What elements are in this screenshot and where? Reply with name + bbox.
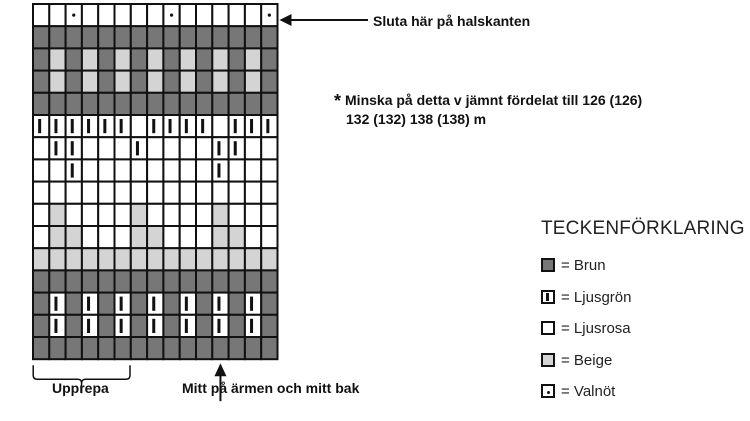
brown-stitch bbox=[115, 270, 131, 292]
brown-stitch bbox=[66, 71, 82, 93]
brown-stitch bbox=[245, 26, 261, 48]
brown-stitch bbox=[180, 26, 196, 48]
light-pink-stitch bbox=[196, 182, 212, 204]
light-pink-stitch bbox=[229, 4, 245, 26]
light-pink-stitch bbox=[115, 159, 131, 181]
legend-item-valnot bbox=[541, 381, 615, 401]
beige-stitch bbox=[212, 71, 228, 93]
beige-stitch bbox=[49, 204, 65, 226]
brown-stitch bbox=[131, 270, 147, 292]
beige-stitch bbox=[245, 71, 261, 93]
green-bar-mark bbox=[120, 119, 123, 133]
brown-stitch bbox=[98, 315, 114, 337]
light-pink-stitch bbox=[180, 226, 196, 248]
brown-stitch bbox=[229, 26, 245, 48]
brown-stitch bbox=[261, 293, 277, 315]
beige-stitch bbox=[180, 71, 196, 93]
green-bar-mark bbox=[152, 297, 155, 311]
brown-stitch bbox=[229, 93, 245, 115]
green-bar-mark bbox=[217, 163, 220, 177]
decrease-note bbox=[334, 91, 642, 128]
legend-item-ljusgron bbox=[541, 287, 631, 307]
legend-item-ljusrosa bbox=[541, 318, 631, 338]
brown-stitch bbox=[196, 71, 212, 93]
brown-stitch bbox=[163, 48, 179, 70]
green-bar-mark bbox=[250, 119, 253, 133]
brown-stitch bbox=[261, 270, 277, 292]
light-pink-stitch bbox=[245, 226, 261, 248]
light-pink-stitch bbox=[261, 226, 277, 248]
brown-stitch bbox=[163, 270, 179, 292]
brown-stitch bbox=[163, 337, 179, 359]
beige-stitch bbox=[49, 226, 65, 248]
light-pink-stitch bbox=[229, 204, 245, 226]
light-pink-stitch bbox=[212, 182, 228, 204]
brown-stitch bbox=[98, 71, 114, 93]
brown-stitch bbox=[115, 337, 131, 359]
beige-stitch bbox=[147, 248, 163, 270]
beige-stitch bbox=[229, 226, 245, 248]
brown-stitch bbox=[229, 315, 245, 337]
light-pink-stitch bbox=[180, 159, 196, 181]
green-bar-mark bbox=[120, 319, 123, 333]
decrease-note-line2: 132 (132) 138 (138) m bbox=[346, 111, 487, 127]
light-pink-stitch bbox=[33, 182, 49, 204]
legend-item-beige bbox=[541, 350, 612, 370]
light-pink-stitch bbox=[147, 4, 163, 26]
brown-stitch bbox=[196, 293, 212, 315]
brown-stitch bbox=[229, 71, 245, 93]
neck-stop-label: Sluta här på halskanten bbox=[373, 13, 531, 29]
brown-stitch bbox=[196, 93, 212, 115]
center-label: Mitt på ärmen och mitt bak bbox=[182, 380, 360, 396]
light-pink-stitch bbox=[131, 182, 147, 204]
brown-stitch bbox=[98, 270, 114, 292]
green-bar-mark bbox=[71, 141, 74, 155]
light-pink-stitch bbox=[115, 4, 131, 26]
brown-stitch bbox=[82, 270, 98, 292]
light-pink-stitch bbox=[33, 4, 49, 26]
walnut-dot-mark bbox=[268, 14, 271, 17]
light-pink-stitch bbox=[82, 182, 98, 204]
brown-stitch bbox=[82, 337, 98, 359]
beige-stitch bbox=[98, 248, 114, 270]
brown-stitch bbox=[196, 270, 212, 292]
beige-stitch bbox=[49, 71, 65, 93]
light-green-stitch bbox=[212, 159, 228, 181]
light-pink-stitch bbox=[196, 4, 212, 26]
center-arrow-head-icon bbox=[214, 363, 226, 376]
brown-stitch bbox=[261, 315, 277, 337]
decrease-note-line1: Minska på detta v jämnt fördelat till 126 (126) bbox=[345, 92, 643, 108]
brown-stitch bbox=[163, 315, 179, 337]
light-pink-stitch bbox=[245, 182, 261, 204]
light-pink-stitch bbox=[115, 182, 131, 204]
light-pink-stitch bbox=[115, 204, 131, 226]
beige-stitch bbox=[115, 248, 131, 270]
green-bar-mark bbox=[217, 297, 220, 311]
beige-stitch bbox=[115, 71, 131, 93]
light-pink-stitch bbox=[163, 182, 179, 204]
brown-stitch bbox=[196, 315, 212, 337]
light-pink-stitch bbox=[261, 159, 277, 181]
light-pink-stitch bbox=[98, 159, 114, 181]
light-pink-stitch bbox=[147, 204, 163, 226]
beige-stitch bbox=[229, 248, 245, 270]
green-bar-mark bbox=[38, 119, 41, 133]
brown-stitch bbox=[163, 26, 179, 48]
green-bar-mark bbox=[136, 141, 139, 155]
brown-stitch bbox=[147, 26, 163, 48]
brown-stitch bbox=[33, 270, 49, 292]
light-pink-stitch bbox=[245, 204, 261, 226]
brown-stitch bbox=[49, 26, 65, 48]
brown-stitch bbox=[180, 270, 196, 292]
brown-stitch bbox=[229, 48, 245, 70]
light-pink-stitch bbox=[131, 115, 147, 137]
green-bar-mark bbox=[201, 119, 204, 133]
green-bar-mark bbox=[87, 119, 90, 133]
legend-label: = Ljusrosa bbox=[561, 319, 631, 337]
light-pink-stitch bbox=[180, 204, 196, 226]
light-pink-stitch bbox=[245, 159, 261, 181]
brown-stitch bbox=[245, 93, 261, 115]
brown-stitch bbox=[131, 337, 147, 359]
beige-stitch bbox=[245, 248, 261, 270]
beige-stitch bbox=[261, 248, 277, 270]
light-pink-stitch bbox=[33, 137, 49, 159]
light-pink-stitch bbox=[180, 137, 196, 159]
beige-stitch bbox=[147, 226, 163, 248]
repeat-label: Upprepa bbox=[52, 380, 109, 396]
green-bar-mark bbox=[120, 297, 123, 311]
green-bar-mark bbox=[152, 319, 155, 333]
light-pink-stitch bbox=[33, 226, 49, 248]
light-pink-stitch bbox=[33, 204, 49, 226]
legend-label: = Valnöt bbox=[561, 382, 616, 400]
beige-stitch bbox=[131, 248, 147, 270]
green-bar-mark bbox=[185, 119, 188, 133]
green-bar-mark bbox=[266, 119, 269, 133]
brown-stitch bbox=[212, 93, 228, 115]
green-bar-mark bbox=[103, 119, 106, 133]
beige-stitch bbox=[163, 248, 179, 270]
walnut-dot-mark bbox=[72, 14, 75, 17]
beige-stitch bbox=[49, 248, 65, 270]
green-bar-mark bbox=[54, 297, 57, 311]
legend-item-brun bbox=[541, 255, 606, 275]
green-bar-mark bbox=[54, 319, 57, 333]
green-bar-mark bbox=[152, 119, 155, 133]
light-pink-stitch bbox=[98, 137, 114, 159]
light-pink-stitch bbox=[98, 4, 114, 26]
light-pink-stitch bbox=[196, 204, 212, 226]
brown-stitch bbox=[33, 93, 49, 115]
green-bar-mark bbox=[71, 163, 74, 177]
beige-stitch bbox=[180, 48, 196, 70]
beige-stitch bbox=[82, 248, 98, 270]
brown-stitch bbox=[98, 293, 114, 315]
beige-stitch bbox=[147, 48, 163, 70]
beige-stitch bbox=[131, 226, 147, 248]
brown-stitch bbox=[66, 293, 82, 315]
brown-stitch bbox=[131, 71, 147, 93]
brown-stitch bbox=[131, 93, 147, 115]
light-pink-stitch bbox=[261, 137, 277, 159]
beige-stitch bbox=[196, 248, 212, 270]
green-bar-mark bbox=[250, 297, 253, 311]
legend-label: = Brun bbox=[561, 256, 606, 274]
brown-stitch bbox=[212, 337, 228, 359]
light-pink-stitch bbox=[147, 137, 163, 159]
light-pink-stitch bbox=[180, 4, 196, 26]
light-pink-stitch bbox=[261, 204, 277, 226]
light-pink-stitch bbox=[163, 137, 179, 159]
beige-stitch bbox=[147, 71, 163, 93]
brown-stitch bbox=[66, 315, 82, 337]
green-bar-mark bbox=[54, 119, 57, 133]
brown-stitch bbox=[66, 26, 82, 48]
brown-stitch bbox=[131, 26, 147, 48]
brown-stitch bbox=[66, 48, 82, 70]
light-pink-stitch bbox=[49, 4, 65, 26]
beige-stitch bbox=[82, 71, 98, 93]
brown-stitch bbox=[98, 337, 114, 359]
green-bar-mark bbox=[234, 119, 237, 133]
brown-stitch bbox=[261, 26, 277, 48]
brown-stitch bbox=[33, 315, 49, 337]
brown-stitch bbox=[49, 337, 65, 359]
brown-stitch bbox=[147, 93, 163, 115]
decrease-star-icon: * bbox=[334, 91, 342, 111]
green-bar-mark bbox=[87, 297, 90, 311]
brown-stitch bbox=[163, 293, 179, 315]
beige-stitch bbox=[33, 248, 49, 270]
brown-stitch bbox=[33, 48, 49, 70]
beige-stitch bbox=[245, 48, 261, 70]
light-pink-stitch bbox=[49, 182, 65, 204]
light-pink-stitch bbox=[33, 159, 49, 181]
brown-stitch bbox=[82, 26, 98, 48]
brown-stitch bbox=[212, 270, 228, 292]
beige-stitch bbox=[212, 248, 228, 270]
green-bar-mark bbox=[217, 141, 220, 155]
light-pink-stitch bbox=[82, 137, 98, 159]
green-bar-mark bbox=[185, 297, 188, 311]
green-bar-mark bbox=[250, 319, 253, 333]
beige-stitch bbox=[212, 48, 228, 70]
brown-stitch bbox=[131, 293, 147, 315]
brown-stitch bbox=[115, 26, 131, 48]
beige-stitch bbox=[66, 248, 82, 270]
green-bar-mark bbox=[234, 141, 237, 155]
brown-stitch bbox=[147, 270, 163, 292]
beige-swatch-icon bbox=[541, 353, 555, 367]
light-pink-stitch bbox=[98, 182, 114, 204]
brown-stitch bbox=[229, 337, 245, 359]
light-pink-stitch bbox=[163, 159, 179, 181]
brown-stitch bbox=[98, 26, 114, 48]
brown-stitch bbox=[33, 71, 49, 93]
beige-stitch bbox=[212, 204, 228, 226]
light-pink-stitch bbox=[163, 226, 179, 248]
beige-stitch bbox=[180, 248, 196, 270]
brown-stitch bbox=[261, 337, 277, 359]
beige-stitch bbox=[131, 204, 147, 226]
legend-label: = Beige bbox=[561, 351, 613, 369]
brown-stitch bbox=[98, 93, 114, 115]
walnut-swatch-icon bbox=[541, 384, 555, 398]
green-bar-mark bbox=[217, 319, 220, 333]
brown-stitch bbox=[49, 93, 65, 115]
brown-stitch bbox=[163, 93, 179, 115]
brown-stitch bbox=[196, 26, 212, 48]
legend-label: = Ljusgrön bbox=[561, 288, 632, 306]
light-green-swatch-icon bbox=[541, 290, 555, 304]
light-pink-stitch bbox=[115, 137, 131, 159]
brown-stitch bbox=[131, 315, 147, 337]
brown-stitch bbox=[147, 337, 163, 359]
brown-stitch bbox=[245, 270, 261, 292]
brown-stitch bbox=[212, 26, 228, 48]
beige-stitch bbox=[212, 226, 228, 248]
light-pink-stitch bbox=[229, 182, 245, 204]
light-pink-stitch bbox=[245, 137, 261, 159]
light-green-stitch bbox=[212, 293, 228, 315]
walnut-dot-mark bbox=[170, 14, 173, 17]
light-pink-stitch bbox=[212, 115, 228, 137]
light-pink-stitch bbox=[98, 226, 114, 248]
legend-title: TECKENFÖRKLARING bbox=[541, 218, 745, 239]
brown-stitch bbox=[66, 270, 82, 292]
beige-stitch bbox=[66, 226, 82, 248]
light-pink-stitch bbox=[196, 159, 212, 181]
light-pink-stitch bbox=[245, 4, 261, 26]
light-pink-stitch bbox=[115, 226, 131, 248]
light-pink-stitch bbox=[163, 204, 179, 226]
brown-stitch bbox=[82, 93, 98, 115]
brown-stitch bbox=[196, 337, 212, 359]
light-pink-stitch bbox=[66, 182, 82, 204]
light-pink-stitch bbox=[131, 4, 147, 26]
brown-stitch bbox=[196, 48, 212, 70]
brown-stitch bbox=[180, 93, 196, 115]
beige-stitch bbox=[115, 48, 131, 70]
light-pink-stitch bbox=[212, 4, 228, 26]
light-pink-stitch bbox=[82, 204, 98, 226]
brown-stitch bbox=[180, 337, 196, 359]
brown-stitch bbox=[261, 71, 277, 93]
light-pink-stitch bbox=[196, 137, 212, 159]
green-bar-mark bbox=[54, 141, 57, 155]
light-pink-stitch bbox=[131, 159, 147, 181]
beige-stitch bbox=[49, 48, 65, 70]
light-green-stitch bbox=[131, 137, 147, 159]
brown-stitch bbox=[33, 337, 49, 359]
brown-stitch bbox=[33, 293, 49, 315]
brown-swatch-icon bbox=[541, 258, 555, 272]
light-pink-stitch bbox=[261, 182, 277, 204]
light-pink-stitch bbox=[66, 204, 82, 226]
light-pink-stitch bbox=[147, 182, 163, 204]
brown-stitch bbox=[66, 93, 82, 115]
green-bar-mark bbox=[185, 319, 188, 333]
light-pink-stitch bbox=[180, 182, 196, 204]
light-pink-stitch bbox=[49, 159, 65, 181]
brown-stitch bbox=[49, 270, 65, 292]
light-pink-stitch bbox=[82, 4, 98, 26]
light-pink-stitch bbox=[147, 159, 163, 181]
brown-stitch bbox=[229, 293, 245, 315]
light-pink-stitch bbox=[98, 204, 114, 226]
brown-stitch bbox=[33, 26, 49, 48]
brown-stitch bbox=[115, 93, 131, 115]
neck-stop-arrow-head-icon bbox=[280, 14, 292, 26]
light-green-stitch bbox=[212, 137, 228, 159]
brown-stitch bbox=[66, 337, 82, 359]
light-green-stitch bbox=[212, 315, 228, 337]
brown-stitch bbox=[163, 71, 179, 93]
light-pink-stitch bbox=[196, 226, 212, 248]
green-bar-mark bbox=[87, 319, 90, 333]
green-bar-mark bbox=[169, 119, 172, 133]
brown-stitch bbox=[245, 337, 261, 359]
light-pink-swatch-icon bbox=[541, 321, 555, 335]
light-pink-stitch bbox=[82, 159, 98, 181]
brown-stitch bbox=[261, 48, 277, 70]
brown-stitch bbox=[98, 48, 114, 70]
light-pink-stitch bbox=[229, 159, 245, 181]
brown-stitch bbox=[229, 270, 245, 292]
beige-stitch bbox=[82, 48, 98, 70]
brown-stitch bbox=[131, 48, 147, 70]
brown-stitch bbox=[261, 93, 277, 115]
green-bar-mark bbox=[71, 119, 74, 133]
light-pink-stitch bbox=[82, 226, 98, 248]
